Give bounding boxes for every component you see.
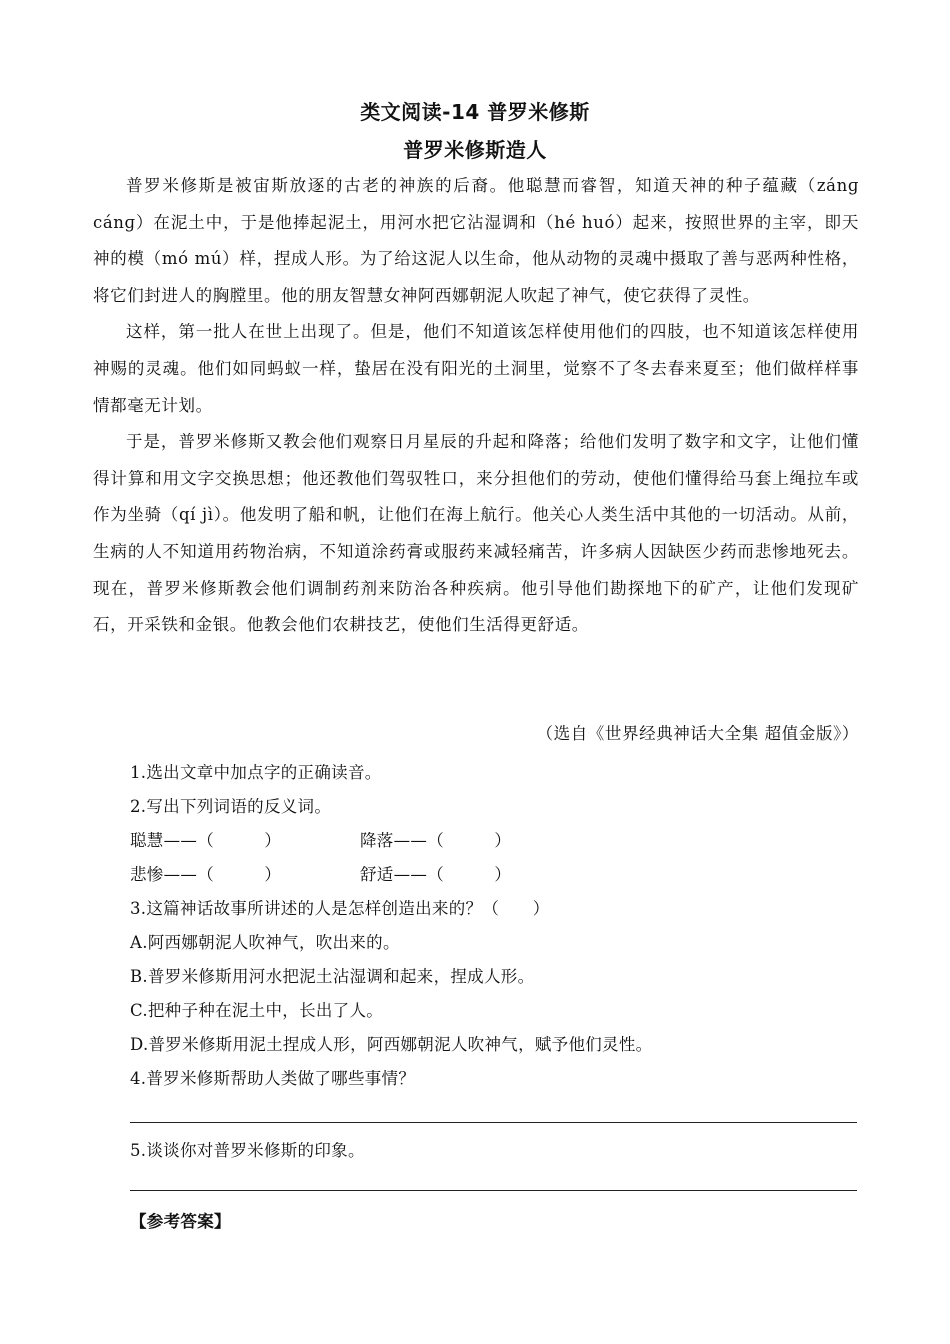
passage-paragraph-2: 这样，第一批人在世上出现了。但是，他们不知道该怎样使用他们的四肢，也不知道该怎样使用神赐的灵魂。他们如同蚂蚁一样，蛰居在没有阳光的土洞里，觉察不了冬去春来夏至；他们做样样事情都毫无计划。: [93, 322, 859, 415]
question-2: 2.写出下列词语的反义词。: [130, 797, 332, 816]
answer-line: [130, 1122, 857, 1123]
option-c: C.把种子种在泥土中，长出了人。: [130, 1001, 384, 1020]
antonym-row-2: [130, 858, 860, 892]
source-citation: （选自《世界经典神话大全集 超值金版》）: [536, 724, 859, 743]
antonym-item: 悲惨——（ ）: [130, 865, 282, 884]
antonym-item: 舒适——（ ）: [360, 865, 512, 884]
question-4: 4.普罗米修斯帮助人类做了哪些事情？: [130, 1069, 416, 1088]
antonym-item: 降落——（ ）: [360, 831, 512, 850]
question-5: 5.谈谈你对普罗米修斯的印象。: [130, 1141, 365, 1160]
antonym-row-1: [130, 824, 860, 858]
option-a: A.阿西娜朝泥人吹神气，吹出来的。: [130, 933, 400, 952]
passage-title: 普罗米修斯造人: [403, 138, 547, 162]
question-3: 3.这篇神话故事所讲述的人是怎样创造出来的？（ ）: [130, 899, 550, 918]
passage-paragraph-3: 于是，普罗米修斯又教会他们观察日月星辰的升起和降落；给他们发明了数字和文字，让他们懂得计算和用文字交换思想；他还教他们驾驭牲口，来分担他们的劳动，使他们懂得给马套上绳拉车或作为坐骑（qí jì）。他发明了船和帆，让他们在海上航行。他关心人类生活中其他的一切活动。从前，生病的人不知道用药物治病，不知道涂药膏或服药来减轻痛苦，许多病人因缺医少药而悲惨地死去。现在，普罗米修斯教会他们调制药剂来防治各种疾病。他引导他们勘探地下的矿产，让他们发现矿石，开采铁和金银。他教会他们农耕技艺，使他们生活得更舒适。: [93, 432, 859, 635]
reference-answer-heading: 【参考答案】: [130, 1212, 231, 1231]
option-b: B.普罗米修斯用河水把泥土沾湿调和起来，捏成人形。: [130, 967, 535, 986]
questions-section: [130, 756, 860, 1096]
answer-line: [130, 1190, 857, 1191]
page-title: 类文阅读-14 普罗米修斯: [360, 100, 590, 124]
question-1: 1.选出文章中加点字的正确读音。: [130, 763, 382, 782]
passage-body: [93, 168, 859, 644]
antonym-item: 聪慧——（ ）: [130, 831, 282, 850]
passage-paragraph-1: 普罗米修斯是被宙斯放逐的古老的神族的后裔。他聪慧而睿智，知道天神的种子蕴藏（zánɡ cánɡ）在泥土中，于是他捧起泥土，用河水把它沾湿调和（hé huó）起来，按照世界的主宰，即天神的模（mó mú）样，捏成人形。为了给这泥人以生命，他从动物的灵魂中摄取了善与恶两种性格，将它们封进人的胸膛里。他的朋友智慧女神阿西娜朝泥人吹起了神气，使它获得了灵性。: [93, 176, 859, 305]
option-d: D.普罗米修斯用泥土捏成人形，阿西娜朝泥人吹神气，赋予他们灵性。: [130, 1035, 653, 1054]
